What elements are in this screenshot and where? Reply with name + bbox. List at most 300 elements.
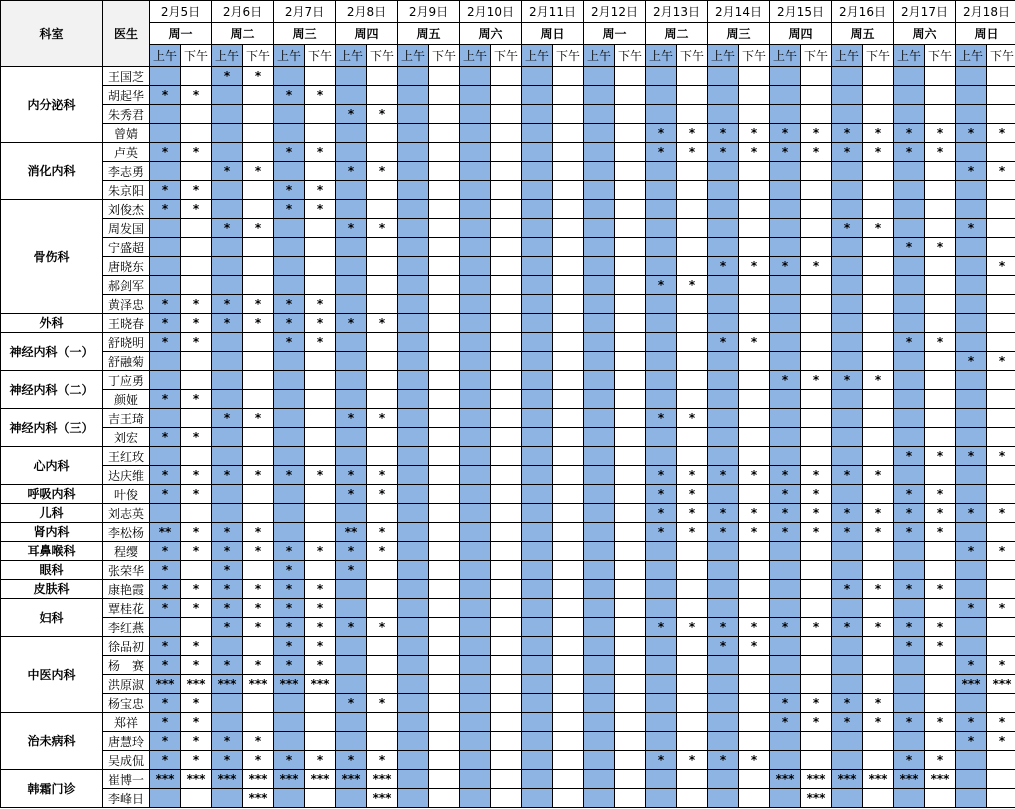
am-slot[interactable]: *: [956, 542, 987, 561]
am-slot[interactable]: [398, 143, 429, 162]
pm-slot[interactable]: [739, 314, 770, 333]
pm-slot[interactable]: *: [181, 200, 212, 219]
pm-slot[interactable]: [367, 181, 398, 200]
pm-slot[interactable]: [677, 694, 708, 713]
pm-slot[interactable]: [429, 219, 460, 238]
pm-slot[interactable]: ***: [305, 770, 336, 789]
pm-slot[interactable]: [987, 637, 1015, 656]
pm-slot[interactable]: [553, 238, 584, 257]
am-slot[interactable]: *: [708, 466, 739, 485]
am-slot[interactable]: *: [832, 124, 863, 143]
am-slot[interactable]: [460, 67, 491, 86]
am-slot[interactable]: [522, 181, 553, 200]
pm-slot[interactable]: [739, 485, 770, 504]
am-slot[interactable]: [212, 86, 243, 105]
pm-slot[interactable]: [491, 599, 522, 618]
am-slot[interactable]: [584, 599, 615, 618]
pm-slot[interactable]: [739, 694, 770, 713]
am-slot[interactable]: [832, 295, 863, 314]
pm-slot[interactable]: [677, 732, 708, 751]
am-slot[interactable]: [398, 314, 429, 333]
pm-slot[interactable]: *: [305, 466, 336, 485]
pm-slot[interactable]: [801, 86, 832, 105]
pm-slot[interactable]: [615, 67, 646, 86]
am-slot[interactable]: *: [150, 143, 181, 162]
am-slot[interactable]: *: [150, 637, 181, 656]
am-slot[interactable]: [212, 200, 243, 219]
pm-slot[interactable]: *: [181, 181, 212, 200]
pm-slot[interactable]: *: [305, 618, 336, 637]
am-slot[interactable]: *: [274, 656, 305, 675]
am-slot[interactable]: [460, 409, 491, 428]
am-slot[interactable]: [646, 238, 677, 257]
am-slot[interactable]: [646, 542, 677, 561]
am-slot[interactable]: *: [894, 618, 925, 637]
pm-slot[interactable]: [677, 770, 708, 789]
pm-slot[interactable]: *: [181, 523, 212, 542]
pm-slot[interactable]: [429, 580, 460, 599]
am-slot[interactable]: [398, 732, 429, 751]
am-slot[interactable]: *: [646, 466, 677, 485]
pm-slot[interactable]: [925, 352, 956, 371]
am-slot[interactable]: [460, 523, 491, 542]
pm-slot[interactable]: ***: [181, 770, 212, 789]
am-slot[interactable]: [956, 276, 987, 295]
pm-slot[interactable]: [615, 485, 646, 504]
pm-slot[interactable]: [305, 219, 336, 238]
pm-slot[interactable]: [367, 390, 398, 409]
am-slot[interactable]: [832, 181, 863, 200]
am-slot[interactable]: [584, 675, 615, 694]
am-slot[interactable]: [522, 314, 553, 333]
am-slot[interactable]: [708, 390, 739, 409]
pm-slot[interactable]: [553, 181, 584, 200]
pm-slot[interactable]: [491, 675, 522, 694]
am-slot[interactable]: ***: [274, 675, 305, 694]
am-slot[interactable]: [646, 599, 677, 618]
am-slot[interactable]: [646, 656, 677, 675]
am-slot[interactable]: [460, 124, 491, 143]
pm-slot[interactable]: [863, 390, 894, 409]
pm-slot[interactable]: [987, 466, 1015, 485]
am-slot[interactable]: [460, 580, 491, 599]
pm-slot[interactable]: [491, 770, 522, 789]
pm-slot[interactable]: *: [305, 580, 336, 599]
pm-slot[interactable]: [615, 333, 646, 352]
am-slot[interactable]: *: [894, 751, 925, 770]
am-slot[interactable]: [522, 656, 553, 675]
am-slot[interactable]: [584, 732, 615, 751]
am-slot[interactable]: *: [646, 124, 677, 143]
am-slot[interactable]: [336, 390, 367, 409]
am-slot[interactable]: [398, 181, 429, 200]
am-slot[interactable]: [522, 219, 553, 238]
pm-slot[interactable]: [739, 276, 770, 295]
am-slot[interactable]: *: [770, 124, 801, 143]
pm-slot[interactable]: *: [243, 599, 274, 618]
pm-slot[interactable]: [553, 466, 584, 485]
pm-slot[interactable]: [677, 580, 708, 599]
pm-slot[interactable]: *: [181, 599, 212, 618]
pm-slot[interactable]: [243, 694, 274, 713]
am-slot[interactable]: [894, 390, 925, 409]
am-slot[interactable]: [708, 162, 739, 181]
am-slot[interactable]: [212, 637, 243, 656]
am-slot[interactable]: [460, 485, 491, 504]
am-slot[interactable]: [708, 314, 739, 333]
pm-slot[interactable]: [615, 124, 646, 143]
am-slot[interactable]: [522, 143, 553, 162]
am-slot[interactable]: [150, 504, 181, 523]
pm-slot[interactable]: [181, 618, 212, 637]
am-slot[interactable]: [894, 257, 925, 276]
pm-slot[interactable]: *: [739, 124, 770, 143]
am-slot[interactable]: [770, 390, 801, 409]
pm-slot[interactable]: [367, 352, 398, 371]
pm-slot[interactable]: [801, 732, 832, 751]
am-slot[interactable]: [584, 428, 615, 447]
am-slot[interactable]: [522, 295, 553, 314]
am-slot[interactable]: [956, 200, 987, 219]
pm-slot[interactable]: [987, 751, 1015, 770]
pm-slot[interactable]: [181, 162, 212, 181]
am-slot[interactable]: [398, 485, 429, 504]
pm-slot[interactable]: [429, 789, 460, 808]
pm-slot[interactable]: *: [987, 599, 1015, 618]
am-slot[interactable]: [646, 561, 677, 580]
am-slot[interactable]: [460, 789, 491, 808]
pm-slot[interactable]: [739, 580, 770, 599]
pm-slot[interactable]: [677, 675, 708, 694]
pm-slot[interactable]: *: [305, 637, 336, 656]
pm-slot[interactable]: ***: [243, 770, 274, 789]
am-slot[interactable]: [336, 86, 367, 105]
am-slot[interactable]: [398, 295, 429, 314]
am-slot[interactable]: [398, 219, 429, 238]
am-slot[interactable]: **: [336, 523, 367, 542]
am-slot[interactable]: *: [274, 143, 305, 162]
pm-slot[interactable]: [491, 542, 522, 561]
am-slot[interactable]: *: [336, 694, 367, 713]
am-slot[interactable]: *: [150, 485, 181, 504]
pm-slot[interactable]: [429, 447, 460, 466]
pm-slot[interactable]: *: [739, 333, 770, 352]
am-slot[interactable]: [584, 409, 615, 428]
am-slot[interactable]: [336, 143, 367, 162]
am-slot[interactable]: [336, 789, 367, 808]
pm-slot[interactable]: [429, 694, 460, 713]
am-slot[interactable]: *: [150, 314, 181, 333]
am-slot[interactable]: [212, 238, 243, 257]
am-slot[interactable]: *: [274, 86, 305, 105]
pm-slot[interactable]: [801, 238, 832, 257]
am-slot[interactable]: *: [212, 542, 243, 561]
am-slot[interactable]: *: [336, 542, 367, 561]
pm-slot[interactable]: *: [801, 523, 832, 542]
am-slot[interactable]: [212, 105, 243, 124]
pm-slot[interactable]: [553, 314, 584, 333]
pm-slot[interactable]: [739, 409, 770, 428]
am-slot[interactable]: [460, 105, 491, 124]
pm-slot[interactable]: ***: [863, 770, 894, 789]
am-slot[interactable]: [584, 713, 615, 732]
pm-slot[interactable]: [429, 371, 460, 390]
am-slot[interactable]: [274, 276, 305, 295]
pm-slot[interactable]: [553, 561, 584, 580]
pm-slot[interactable]: [491, 409, 522, 428]
am-slot[interactable]: [770, 561, 801, 580]
am-slot[interactable]: [398, 580, 429, 599]
pm-slot[interactable]: [739, 371, 770, 390]
am-slot[interactable]: *: [274, 751, 305, 770]
am-slot[interactable]: [460, 713, 491, 732]
am-slot[interactable]: [832, 656, 863, 675]
pm-slot[interactable]: [863, 352, 894, 371]
pm-slot[interactable]: [863, 67, 894, 86]
am-slot[interactable]: *: [212, 599, 243, 618]
am-slot[interactable]: [708, 219, 739, 238]
am-slot[interactable]: [212, 694, 243, 713]
pm-slot[interactable]: *: [739, 143, 770, 162]
am-slot[interactable]: [584, 352, 615, 371]
am-slot[interactable]: *: [336, 105, 367, 124]
am-slot[interactable]: [956, 466, 987, 485]
am-slot[interactable]: [770, 409, 801, 428]
am-slot[interactable]: [646, 580, 677, 599]
am-slot[interactable]: [460, 86, 491, 105]
am-slot[interactable]: [274, 713, 305, 732]
pm-slot[interactable]: [801, 333, 832, 352]
pm-slot[interactable]: [491, 637, 522, 656]
am-slot[interactable]: [646, 314, 677, 333]
pm-slot[interactable]: [925, 86, 956, 105]
am-slot[interactable]: [522, 238, 553, 257]
am-slot[interactable]: [398, 751, 429, 770]
pm-slot[interactable]: [305, 504, 336, 523]
am-slot[interactable]: [460, 390, 491, 409]
pm-slot[interactable]: *: [243, 67, 274, 86]
am-slot[interactable]: [708, 181, 739, 200]
am-slot[interactable]: [894, 599, 925, 618]
am-slot[interactable]: ***: [212, 675, 243, 694]
pm-slot[interactable]: [305, 352, 336, 371]
pm-slot[interactable]: [491, 238, 522, 257]
pm-slot[interactable]: [739, 675, 770, 694]
am-slot[interactable]: [336, 637, 367, 656]
am-slot[interactable]: [584, 542, 615, 561]
am-slot[interactable]: [522, 580, 553, 599]
am-slot[interactable]: [708, 599, 739, 618]
pm-slot[interactable]: [801, 656, 832, 675]
am-slot[interactable]: [770, 276, 801, 295]
pm-slot[interactable]: *: [243, 314, 274, 333]
pm-slot[interactable]: *: [243, 466, 274, 485]
am-slot[interactable]: [894, 789, 925, 808]
pm-slot[interactable]: [863, 447, 894, 466]
am-slot[interactable]: [832, 333, 863, 352]
am-slot[interactable]: [522, 561, 553, 580]
pm-slot[interactable]: [243, 124, 274, 143]
am-slot[interactable]: [956, 371, 987, 390]
pm-slot[interactable]: *: [925, 637, 956, 656]
am-slot[interactable]: [708, 238, 739, 257]
pm-slot[interactable]: [801, 105, 832, 124]
am-slot[interactable]: [894, 409, 925, 428]
pm-slot[interactable]: *: [181, 694, 212, 713]
am-slot[interactable]: [398, 67, 429, 86]
pm-slot[interactable]: [677, 390, 708, 409]
am-slot[interactable]: *: [212, 751, 243, 770]
am-slot[interactable]: [522, 618, 553, 637]
pm-slot[interactable]: [367, 637, 398, 656]
am-slot[interactable]: *: [708, 637, 739, 656]
am-slot[interactable]: [336, 67, 367, 86]
pm-slot[interactable]: [615, 466, 646, 485]
am-slot[interactable]: [212, 789, 243, 808]
pm-slot[interactable]: [615, 694, 646, 713]
am-slot[interactable]: [832, 599, 863, 618]
am-slot[interactable]: [770, 200, 801, 219]
pm-slot[interactable]: [925, 181, 956, 200]
am-slot[interactable]: [212, 276, 243, 295]
am-slot[interactable]: [708, 428, 739, 447]
pm-slot[interactable]: [801, 200, 832, 219]
pm-slot[interactable]: *: [863, 504, 894, 523]
pm-slot[interactable]: [429, 200, 460, 219]
am-slot[interactable]: [522, 751, 553, 770]
am-slot[interactable]: [398, 675, 429, 694]
pm-slot[interactable]: [305, 523, 336, 542]
am-slot[interactable]: [894, 105, 925, 124]
am-slot[interactable]: [894, 162, 925, 181]
pm-slot[interactable]: [987, 238, 1015, 257]
am-slot[interactable]: *: [150, 561, 181, 580]
am-slot[interactable]: *: [894, 637, 925, 656]
pm-slot[interactable]: [615, 390, 646, 409]
am-slot[interactable]: *: [894, 124, 925, 143]
am-slot[interactable]: [956, 485, 987, 504]
am-slot[interactable]: [894, 561, 925, 580]
pm-slot[interactable]: [987, 390, 1015, 409]
am-slot[interactable]: [336, 447, 367, 466]
pm-slot[interactable]: [677, 86, 708, 105]
pm-slot[interactable]: [863, 276, 894, 295]
am-slot[interactable]: [274, 694, 305, 713]
pm-slot[interactable]: [615, 523, 646, 542]
am-slot[interactable]: [336, 732, 367, 751]
am-slot[interactable]: [646, 637, 677, 656]
pm-slot[interactable]: [181, 105, 212, 124]
am-slot[interactable]: [398, 200, 429, 219]
pm-slot[interactable]: [305, 257, 336, 276]
pm-slot[interactable]: [491, 732, 522, 751]
am-slot[interactable]: [274, 371, 305, 390]
pm-slot[interactable]: [987, 580, 1015, 599]
am-slot[interactable]: [646, 789, 677, 808]
pm-slot[interactable]: [615, 599, 646, 618]
am-slot[interactable]: [894, 466, 925, 485]
pm-slot[interactable]: *: [305, 333, 336, 352]
pm-slot[interactable]: [925, 732, 956, 751]
pm-slot[interactable]: ***: [987, 675, 1015, 694]
pm-slot[interactable]: *: [739, 523, 770, 542]
pm-slot[interactable]: ***: [801, 789, 832, 808]
pm-slot[interactable]: [925, 257, 956, 276]
pm-slot[interactable]: [677, 656, 708, 675]
pm-slot[interactable]: [739, 181, 770, 200]
pm-slot[interactable]: [491, 504, 522, 523]
am-slot[interactable]: [832, 238, 863, 257]
am-slot[interactable]: [956, 637, 987, 656]
pm-slot[interactable]: [615, 314, 646, 333]
pm-slot[interactable]: *: [925, 504, 956, 523]
am-slot[interactable]: *: [336, 561, 367, 580]
pm-slot[interactable]: *: [305, 599, 336, 618]
pm-slot[interactable]: [491, 371, 522, 390]
pm-slot[interactable]: [429, 67, 460, 86]
am-slot[interactable]: *: [708, 124, 739, 143]
am-slot[interactable]: [770, 637, 801, 656]
pm-slot[interactable]: [615, 618, 646, 637]
am-slot[interactable]: [956, 789, 987, 808]
am-slot[interactable]: *: [274, 314, 305, 333]
am-slot[interactable]: [584, 694, 615, 713]
am-slot[interactable]: [398, 504, 429, 523]
am-slot[interactable]: [522, 732, 553, 751]
pm-slot[interactable]: [553, 618, 584, 637]
pm-slot[interactable]: [429, 276, 460, 295]
am-slot[interactable]: [522, 770, 553, 789]
am-slot[interactable]: *: [150, 333, 181, 352]
am-slot[interactable]: [956, 181, 987, 200]
am-slot[interactable]: [584, 276, 615, 295]
am-slot[interactable]: [336, 238, 367, 257]
pm-slot[interactable]: [925, 694, 956, 713]
pm-slot[interactable]: [429, 751, 460, 770]
pm-slot[interactable]: [491, 751, 522, 770]
pm-slot[interactable]: *: [677, 618, 708, 637]
pm-slot[interactable]: [677, 105, 708, 124]
am-slot[interactable]: [584, 447, 615, 466]
pm-slot[interactable]: [553, 124, 584, 143]
am-slot[interactable]: [336, 656, 367, 675]
am-slot[interactable]: [708, 694, 739, 713]
am-slot[interactable]: *: [646, 618, 677, 637]
pm-slot[interactable]: *: [987, 504, 1015, 523]
pm-slot[interactable]: [305, 694, 336, 713]
pm-slot[interactable]: [801, 352, 832, 371]
pm-slot[interactable]: [863, 409, 894, 428]
am-slot[interactable]: *: [894, 485, 925, 504]
am-slot[interactable]: [894, 352, 925, 371]
pm-slot[interactable]: [801, 599, 832, 618]
pm-slot[interactable]: [367, 143, 398, 162]
am-slot[interactable]: [522, 257, 553, 276]
am-slot[interactable]: [584, 257, 615, 276]
am-slot[interactable]: [770, 656, 801, 675]
pm-slot[interactable]: [429, 428, 460, 447]
pm-slot[interactable]: [615, 637, 646, 656]
am-slot[interactable]: [646, 67, 677, 86]
pm-slot[interactable]: *: [677, 409, 708, 428]
am-slot[interactable]: [336, 124, 367, 143]
am-slot[interactable]: [956, 105, 987, 124]
am-slot[interactable]: *: [832, 466, 863, 485]
pm-slot[interactable]: [243, 390, 274, 409]
pm-slot[interactable]: [243, 86, 274, 105]
am-slot[interactable]: [398, 656, 429, 675]
pm-slot[interactable]: [429, 257, 460, 276]
